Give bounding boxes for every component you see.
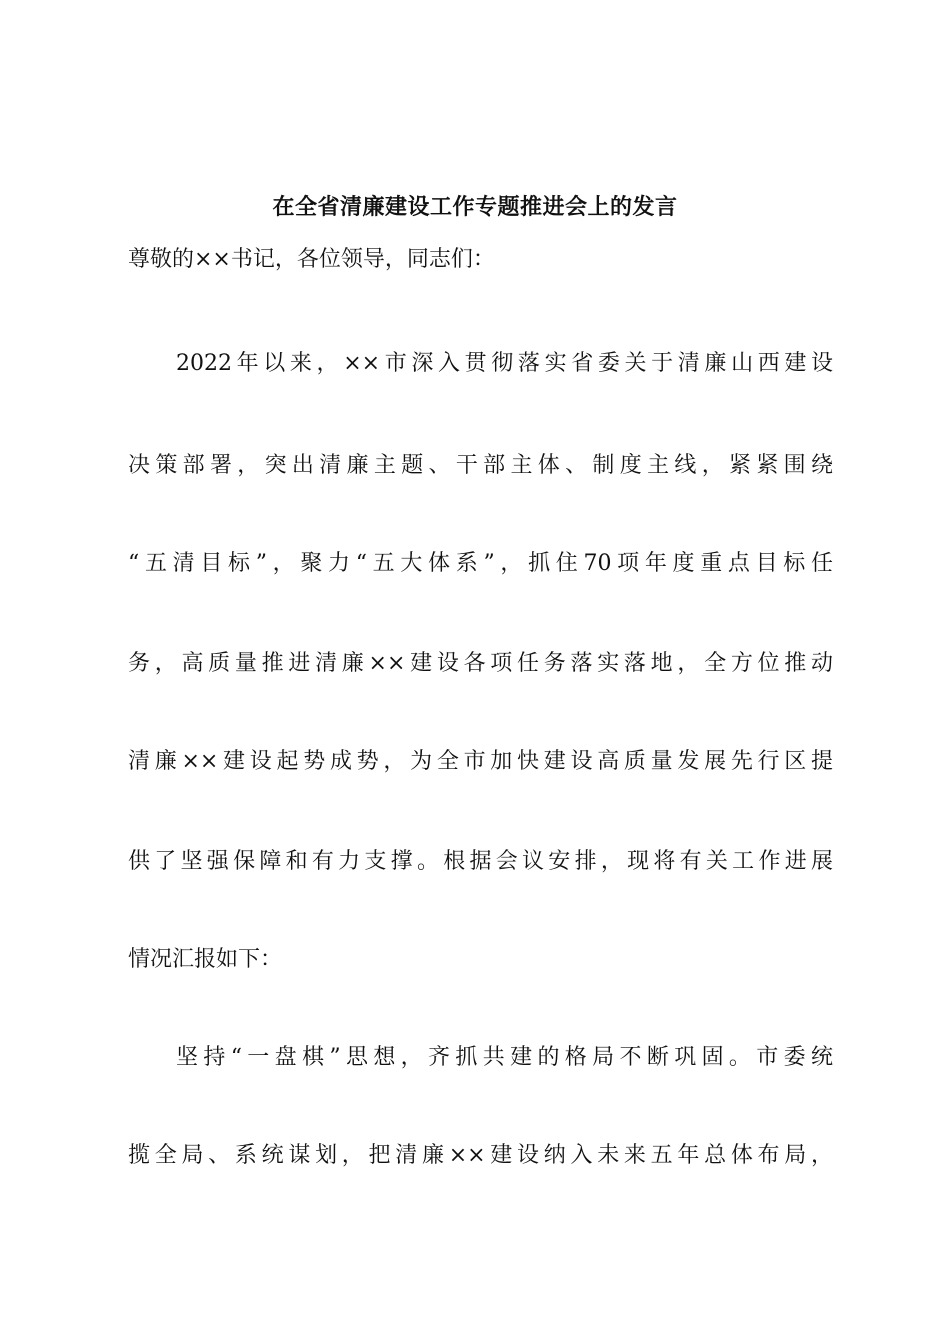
paragraph-line: “五清目标”，聚力“五大体系”，抓住70项年度重点目标任 (128, 551, 833, 576)
paragraph-line: 揽全局、系统谋划，把清廉××建设纳入未来五年总体布局， (128, 1143, 833, 1168)
paragraph-line: 决策部署，突出清廉主题、干部主体、制度主线，紧紧围绕 (128, 453, 833, 478)
paragraph-line: 坚持“一盘棋”思想，齐抓共建的格局不断巩固。市委统 (176, 1045, 833, 1070)
paragraph-line: 清廉××建设起势成势，为全市加快建设高质量发展先行区提 (128, 749, 833, 774)
paragraph-line: 2022年以来，××市深入贯彻落实省委关于清廉山西建设 (176, 351, 833, 376)
paragraph-line: 情况汇报如下： (128, 947, 283, 972)
document-title: 在全省清廉建设工作专题推进会上的发言 (272, 194, 678, 220)
paragraph-line: 供了坚强保障和有力支撑。根据会议安排，现将有关工作进展 (128, 849, 833, 874)
paragraph-line: 务，高质量推进清廉××建设各项任务落实落地，全方位推动 (128, 651, 833, 676)
salutation: 尊敬的××书记，各位领导，同志们： (128, 247, 495, 272)
